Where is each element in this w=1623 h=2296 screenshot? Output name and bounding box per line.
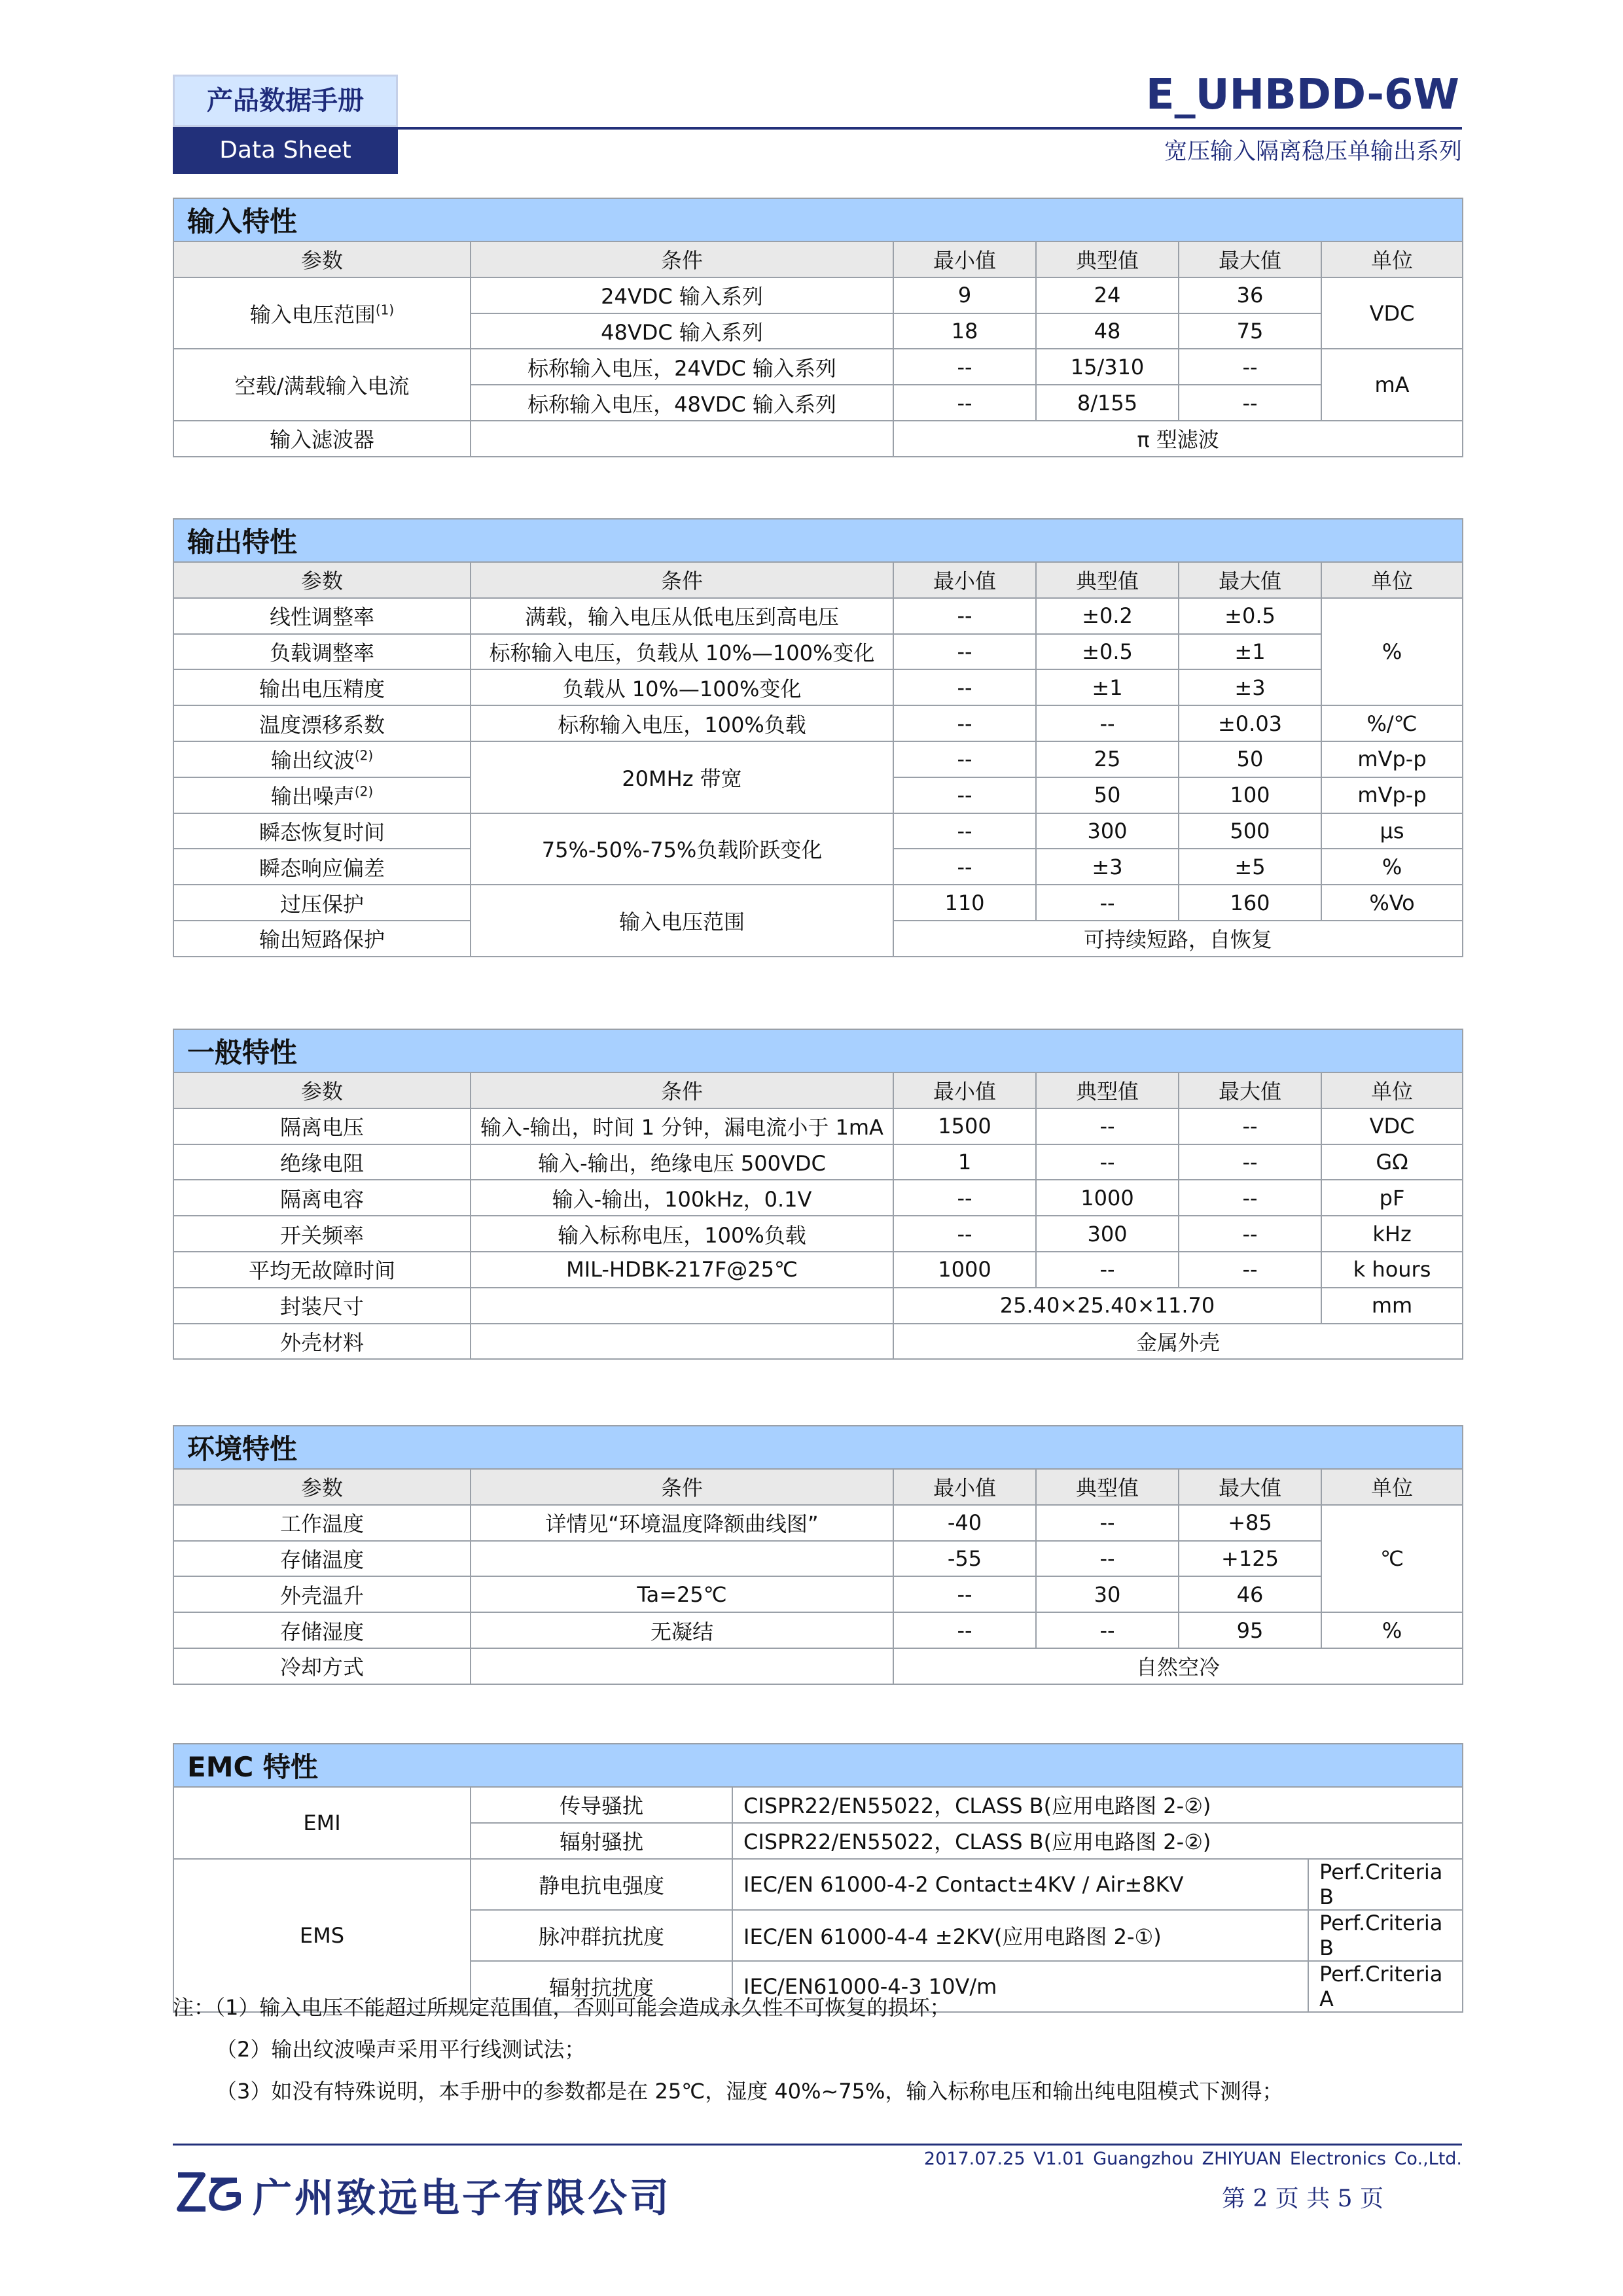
notes: [173, 1987, 1283, 2112]
standard-cell: CISPR22/EN55022，CLASS B(应用电路图 2-②): [732, 1787, 1463, 1823]
table-row: [173, 813, 1463, 849]
cond-cell: [471, 1288, 893, 1324]
typ-cell: ±1: [1036, 669, 1179, 705]
col-header: 参数: [173, 1072, 471, 1108]
min-cell: --: [893, 669, 1036, 705]
value-cell: 可持续短路，自恢复: [893, 921, 1463, 957]
unit-cell: pF: [1321, 1180, 1463, 1216]
standard-cell: IEC/EN61000-4-3 10V/m: [732, 1961, 1308, 2012]
param-cell: 过压保护: [173, 885, 471, 921]
param-cell: 温度漂移系数: [173, 705, 471, 741]
cond-cell: 满载，输入电压从低电压到高电压: [471, 598, 893, 634]
cond-cell: 48VDC 输入系列: [471, 313, 893, 349]
typ-cell: 8/155: [1036, 385, 1179, 421]
cond-cell: 标称输入电压，100%负载: [471, 705, 893, 741]
param-cell: 线性调整率: [173, 598, 471, 634]
col-header: 最大值: [1179, 1469, 1321, 1505]
table-row: [173, 634, 1463, 670]
datasheet-label: Data Sheet: [173, 127, 398, 174]
environment-section: [173, 1425, 1462, 1685]
cond-cell: 标称输入电压，48VDC 输入系列: [471, 385, 893, 421]
param-cell: 输入电压范围$^{(1)}$: [173, 277, 471, 349]
unit-cell: GΩ: [1321, 1144, 1463, 1180]
unit-cell: mA: [1321, 349, 1463, 421]
min-cell: --: [893, 349, 1036, 385]
note-line: （2）输出纹波噪声采用平行线测试法；: [216, 2037, 586, 2062]
max-cell: 160: [1179, 885, 1321, 921]
min-cell: --: [893, 385, 1036, 421]
cond-cell: [471, 1324, 893, 1360]
input-table: [173, 198, 1463, 457]
emc-section: [173, 1743, 1462, 2013]
max-cell: --: [1179, 1216, 1321, 1252]
max-cell: --: [1179, 1252, 1321, 1288]
param-cell: 隔离电压: [173, 1108, 471, 1144]
param-cell: 输入滤波器: [173, 421, 471, 457]
col-header: 最小值: [893, 1469, 1036, 1505]
typ-cell: --: [1036, 1505, 1179, 1541]
company-name: 广州致远电子有限公司: [253, 2176, 671, 2221]
max-cell: 75: [1179, 313, 1321, 349]
typ-cell: --: [1036, 1252, 1179, 1288]
col-header: 最小值: [893, 241, 1036, 277]
cond-cell: 无凝结: [471, 1612, 893, 1648]
criteria-cell: Perf.Criteria B: [1308, 1859, 1463, 1910]
unit-cell: kHz: [1321, 1216, 1463, 1252]
unit-cell: %: [1321, 1612, 1463, 1648]
typ-cell: 30: [1036, 1576, 1179, 1612]
col-header: 单位: [1321, 241, 1463, 277]
criteria-cell: Perf.Criteria B: [1308, 1910, 1463, 1961]
typ-cell: 1000: [1036, 1180, 1179, 1216]
unit-cell: mVp-p: [1321, 741, 1463, 777]
table-row: [173, 1144, 1463, 1180]
max-cell: 100: [1179, 777, 1321, 813]
max-cell: --: [1179, 1108, 1321, 1144]
cond-cell: 标称输入电压，负载从 10%—100%变化: [471, 634, 893, 670]
col-header: 典型值: [1036, 1469, 1179, 1505]
min-cell: 9: [893, 277, 1036, 313]
cond-cell: Ta=25℃: [471, 1576, 893, 1612]
col-header: 参数: [173, 562, 471, 598]
unit-cell: VDC: [1321, 1108, 1463, 1144]
table-row: [173, 705, 1463, 741]
col-header: 单位: [1321, 1469, 1463, 1505]
min-cell: --: [893, 741, 1036, 777]
typ-cell: 50: [1036, 777, 1179, 813]
item-cell: 辐射骚扰: [471, 1823, 732, 1859]
min-cell: --: [893, 598, 1036, 634]
section-title: 输出特性: [173, 519, 1463, 562]
typ-cell: 300: [1036, 813, 1179, 849]
param-cell: 工作温度: [173, 1505, 471, 1541]
ems-cell: EMS: [173, 1859, 471, 2012]
param-cell: 输出电压精度: [173, 669, 471, 705]
min-cell: --: [893, 813, 1036, 849]
cond-cell: 输入-输出，100kHz，0.1V: [471, 1180, 893, 1216]
typ-cell: --: [1036, 1612, 1179, 1648]
cond-cell: 输入电压范围: [471, 885, 893, 957]
param-cell: 平均无故障时间: [173, 1252, 471, 1288]
section-title: EMC 特性: [173, 1744, 1463, 1787]
item-cell: 传导骚扰: [471, 1787, 732, 1823]
footer-version: 2017.07.25 V1.01 Guangzhou ZHIYUAN Electronics Co.,Ltd.: [923, 2149, 1462, 2169]
environment-table: [173, 1425, 1463, 1685]
max-cell: --: [1179, 1180, 1321, 1216]
section-title: 环境特性: [173, 1426, 1463, 1469]
col-header: 条件: [471, 562, 893, 598]
max-cell: ±0.03: [1179, 705, 1321, 741]
typ-cell: 15/310: [1036, 349, 1179, 385]
table-row: [173, 1859, 1463, 1910]
max-cell: 46: [1179, 1576, 1321, 1612]
table-row: [173, 1108, 1463, 1144]
typ-cell: ±0.5: [1036, 634, 1179, 670]
value-cell: 25.40×25.40×11.70: [893, 1288, 1321, 1324]
col-header: 最大值: [1179, 241, 1321, 277]
typ-cell: ±0.2: [1036, 598, 1179, 634]
cond-cell: MIL-HDBK-217F@25℃: [471, 1252, 893, 1288]
unit-cell: μs: [1321, 813, 1463, 849]
input-section: [173, 198, 1462, 457]
max-cell: --: [1179, 385, 1321, 421]
param-cell: 瞬态恢复时间: [173, 813, 471, 849]
max-cell: ±0.5: [1179, 598, 1321, 634]
param-cell: 负载调整率: [173, 634, 471, 670]
cond-cell: 75%-50%-75%负载阶跃变化: [471, 813, 893, 885]
param-cell: 外壳温升: [173, 1576, 471, 1612]
unit-cell: ℃: [1321, 1505, 1463, 1612]
col-header: 单位: [1321, 1072, 1463, 1108]
min-cell: --: [893, 1612, 1036, 1648]
unit-cell: %: [1321, 849, 1463, 885]
unit-cell: %/℃: [1321, 705, 1463, 741]
min-cell: 1500: [893, 1108, 1036, 1144]
unit-cell: %: [1321, 598, 1463, 705]
col-header: 典型值: [1036, 1072, 1179, 1108]
param-cell: 输出纹波$^{(2)}$: [173, 741, 471, 777]
item-cell: 脉冲群抗扰度: [471, 1910, 732, 1961]
general-section: [173, 1029, 1462, 1360]
col-header: 单位: [1321, 562, 1463, 598]
param-cell: 空载/满载输入电流: [173, 349, 471, 421]
cond-cell: 20MHz 带宽: [471, 741, 893, 813]
max-cell: ±3: [1179, 669, 1321, 705]
typ-cell: 48: [1036, 313, 1179, 349]
general-table: [173, 1029, 1463, 1360]
param-cell: 封装尺寸: [173, 1288, 471, 1324]
param-cell: 存储湿度: [173, 1612, 471, 1648]
col-header: 参数: [173, 1469, 471, 1505]
cond-cell: 标称输入电压，24VDC 输入系列: [471, 349, 893, 385]
typ-cell: --: [1036, 1108, 1179, 1144]
emi-cell: EMI: [173, 1787, 471, 1859]
typ-cell: 24: [1036, 277, 1179, 313]
table-row: [173, 1180, 1463, 1216]
cond-cell: 输入标称电压，100%负载: [471, 1216, 893, 1252]
table-row: [173, 421, 1463, 457]
param-cell: 外壳材料: [173, 1324, 471, 1360]
unit-cell: VDC: [1321, 277, 1463, 349]
param-cell: 存储温度: [173, 1541, 471, 1577]
table-row: [173, 277, 1463, 313]
output-table: [173, 518, 1463, 957]
col-header: 条件: [471, 1469, 893, 1505]
min-cell: --: [893, 705, 1036, 741]
typ-cell: --: [1036, 705, 1179, 741]
param-cell: 开关频率: [173, 1216, 471, 1252]
standard-cell: IEC/EN 61000-4-4 ±2KV(应用电路图 2-①): [732, 1910, 1308, 1961]
col-header: 最大值: [1179, 1072, 1321, 1108]
item-cell: 静电抗电强度: [471, 1859, 732, 1910]
cond-cell: 24VDC 输入系列: [471, 277, 893, 313]
table-row: [173, 1216, 1463, 1252]
max-cell: 36: [1179, 277, 1321, 313]
min-cell: 18: [893, 313, 1036, 349]
max-cell: 500: [1179, 813, 1321, 849]
col-header: 最小值: [893, 562, 1036, 598]
max-cell: ±1: [1179, 634, 1321, 670]
note-line: （3）如没有特殊说明，本手册中的参数都是在 25℃，湿度 40%~75%，输入标称电压和输出纯电阻模式下测得；: [216, 2079, 1283, 2104]
table-row: [173, 1648, 1463, 1684]
cond-cell: 详情见“环境温度降额曲线图”: [471, 1505, 893, 1541]
footer-rule: [173, 2144, 1462, 2146]
max-cell: +125: [1179, 1541, 1321, 1577]
table-row: [173, 1612, 1463, 1648]
cond-cell: [471, 1648, 893, 1684]
product-subtitle: 宽压输入隔离稳压单输出系列: [1164, 139, 1462, 165]
value-cell: 金属外壳: [893, 1324, 1463, 1360]
cond-cell: [471, 1541, 893, 1577]
param-cell: 绝缘电阻: [173, 1144, 471, 1180]
max-cell: 95: [1179, 1612, 1321, 1648]
typ-cell: 25: [1036, 741, 1179, 777]
min-cell: -55: [893, 1541, 1036, 1577]
criteria-cell: Perf.Criteria A: [1308, 1961, 1463, 2012]
unit-cell: k hours: [1321, 1252, 1463, 1288]
typ-cell: ±3: [1036, 849, 1179, 885]
table-row: [173, 1288, 1463, 1324]
table-row: [173, 1252, 1463, 1288]
min-cell: --: [893, 1180, 1036, 1216]
max-cell: --: [1179, 349, 1321, 385]
cond-cell: 负载从 10%—100%变化: [471, 669, 893, 705]
unit-cell: mm: [1321, 1288, 1463, 1324]
table-row: [173, 1324, 1463, 1360]
company-logo-icon: [173, 2166, 245, 2218]
unit-cell: %Vo: [1321, 885, 1463, 921]
value-cell: 自然空冷: [893, 1648, 1463, 1684]
standard-cell: IEC/EN 61000-4-2 Contact±4KV / Air±8KV: [732, 1859, 1308, 1910]
section-title: 输入特性: [173, 198, 1463, 241]
param-cell: 冷却方式: [173, 1648, 471, 1684]
min-cell: -40: [893, 1505, 1036, 1541]
min-cell: --: [893, 634, 1036, 670]
min-cell: --: [893, 1576, 1036, 1612]
table-row: [173, 349, 1463, 385]
col-header: 典型值: [1036, 241, 1179, 277]
table-row: [173, 1576, 1463, 1612]
note-line: 注：（1）输入电压不能超过所规定范围值，否则可能会造成永久性不可恢复的损坏；: [173, 1995, 951, 2020]
max-cell: 50: [1179, 741, 1321, 777]
table-row: [173, 598, 1463, 634]
table-row: [173, 1541, 1463, 1577]
output-section: [173, 518, 1462, 957]
cond-cell: [471, 421, 893, 457]
value-cell: π 型滤波: [893, 421, 1463, 457]
header-rule: [398, 127, 1462, 130]
col-header: 条件: [471, 241, 893, 277]
col-header: 最大值: [1179, 562, 1321, 598]
product-title: E_UHBDD-6W: [1145, 71, 1459, 119]
table-row: [173, 1787, 1463, 1823]
datasheet-badge: 产品数据手册: [173, 75, 398, 127]
table-row: [173, 885, 1463, 921]
table-row: [173, 741, 1463, 777]
table-row: [173, 669, 1463, 705]
max-cell: --: [1179, 1144, 1321, 1180]
max-cell: +85: [1179, 1505, 1321, 1541]
min-cell: --: [893, 849, 1036, 885]
col-header: 典型值: [1036, 562, 1179, 598]
typ-cell: --: [1036, 1541, 1179, 1577]
param-cell: 隔离电容: [173, 1180, 471, 1216]
min-cell: 1000: [893, 1252, 1036, 1288]
emc-table: [173, 1743, 1463, 2013]
col-header: 最小值: [893, 1072, 1036, 1108]
page-number: 第 2 页 共 5 页: [1221, 2185, 1383, 2212]
min-cell: --: [893, 777, 1036, 813]
typ-cell: 300: [1036, 1216, 1179, 1252]
item-cell: 辐射抗扰度: [471, 1961, 732, 2012]
standard-cell: CISPR22/EN55022，CLASS B(应用电路图 2-②): [732, 1823, 1463, 1859]
typ-cell: --: [1036, 885, 1179, 921]
cond-cell: 输入-输出，绝缘电压 500VDC: [471, 1144, 893, 1180]
min-cell: 1: [893, 1144, 1036, 1180]
section-title: 一般特性: [173, 1029, 1463, 1072]
unit-cell: mVp-p: [1321, 777, 1463, 813]
param-cell: 瞬态响应偏差: [173, 849, 471, 885]
col-header: 参数: [173, 241, 471, 277]
min-cell: 110: [893, 885, 1036, 921]
min-cell: --: [893, 1216, 1036, 1252]
param-cell: 输出噪声$^{(2)}$: [173, 777, 471, 813]
cond-cell: 输入-输出，时间 1 分钟，漏电流小于 1mA: [471, 1108, 893, 1144]
typ-cell: --: [1036, 1144, 1179, 1180]
table-row: [173, 1505, 1463, 1541]
param-cell: 输出短路保护: [173, 921, 471, 957]
max-cell: ±5: [1179, 849, 1321, 885]
col-header: 条件: [471, 1072, 893, 1108]
